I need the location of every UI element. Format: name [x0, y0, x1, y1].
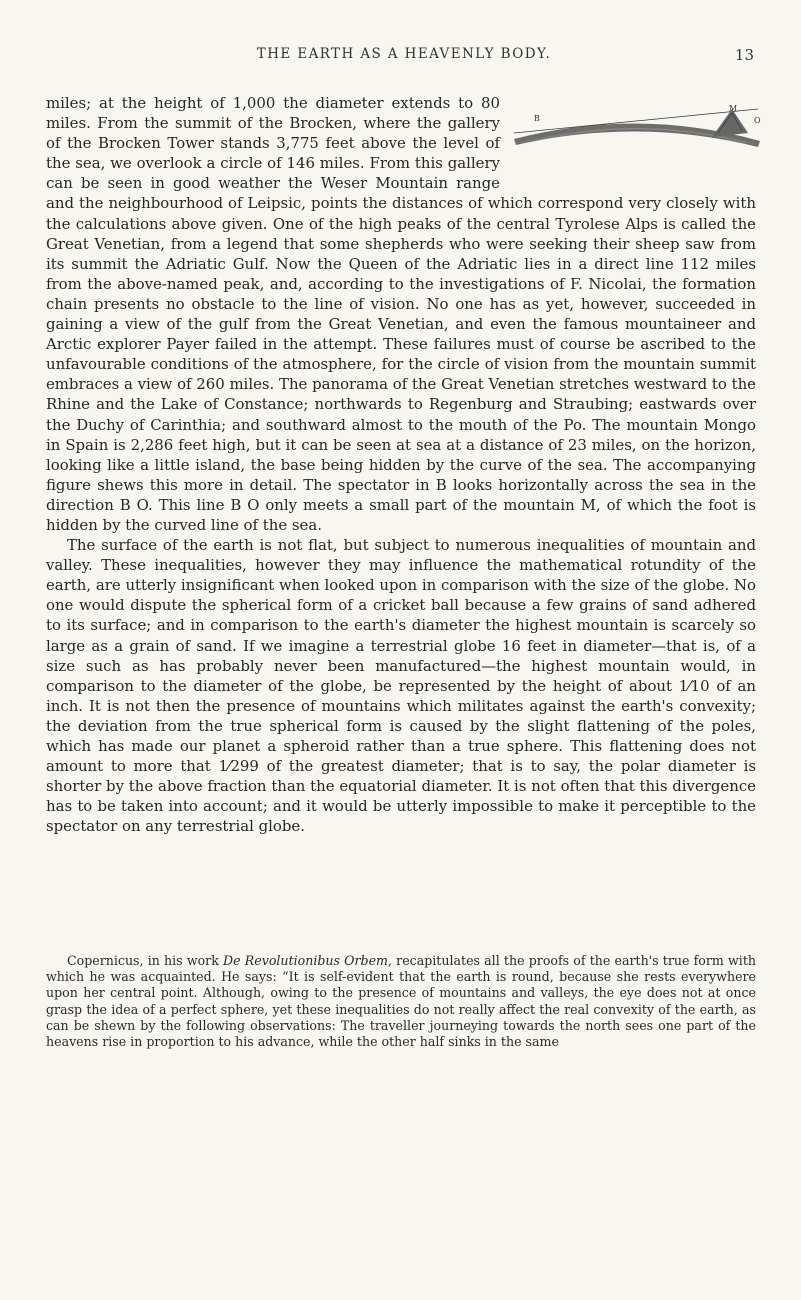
page-number: 13	[734, 46, 754, 64]
paragraph-1	[46, 93, 761, 535]
footnote-part-2: , recapitulates all the proofs of the earth's true form with which he was acquainted. He says: “It is self-evident that the earth is round, because she rests everywhere upon her central point. Although, owing to the presence of mountains and valleys, the eye does not at once grasp the idea of a perfect sphere, yet these inequalities do not really affect the real convexity of the earth, as can be shewn by the following observations: The traveller journeying towards the north sees one part of the heavens rise in proportion to his advance, while the other half sinks in the same	[46, 953, 756, 1050]
mountain-horizon-figure	[510, 97, 764, 183]
paragraph-2: The surface of the earth is not flat, but subject to numerous inequalities of mountain and valley. These inequalities, however they may influence the mathematical rotundity of the earth, are utterly insignificant when looked upon in comparison with the size of the globe. No one would dispute the spherical form of a cricket ball because a few grains of sand adhered to its surface; and in comparison to the earth's diameter the highest mountain is scarcely so large as a grain of sand. If we imagine a terrestrial globe 16 feet in diameter—that is, of a size such as has probably never been manufactured—the highest mountain would, in comparison to the diameter of the globe, be represented by the height of about 1⁄10 of an inch. It is not then the presence of mountains which militates against the earth's convexity; the deviation from the true spherical form is caused by the slight flattening of the poles, which has made our planet a spheroid rather than a true sphere. This flattening does not amount to more that 1⁄299 of the greatest diameter; that is to say, the polar diameter is shorter by the above fraction than the equatorial diameter. It is not often that this divergence has to be taken into account; and it would be utterly impossible to make it perceptible to the spectator on any terrestrial globe.	[46, 536, 756, 836]
footnote	[46, 953, 756, 1050]
figure-label-o: O	[754, 116, 761, 125]
figure-label-m: M	[729, 104, 738, 113]
figure-label-b: B	[534, 114, 540, 123]
footnote-part-1: Copernicus, in his work	[67, 953, 224, 968]
paragraph-1-text: miles; at the height of 1,000 the diameter extends to 80 miles. From the summit of the Brocken, where the gallery of the Brocken Tower stands 3,775 feet above the level of the sea, we overlook a circle of 146 miles. From this gallery can be seen in good weather the Weser Mountain range and the neighbourhood of Leipsic, points the distances of which correspond very closely with the calculations above given. One of the high peaks of the central Tyrolese Alps is called the Great Venetian, from a legend that some shepherds who were seeking their sheep saw from its summit the Adriatic Gulf. Now the Queen of the Adriatic lies in a direct line 112 miles from the above-named peak, and, according to the investigations of F. Nicolai, the formation chain presents no obstacle to the line of vision. No one has as yet, however, succeeded in gaining a view of the gulf from the Great Venetian, and even the famous mountaineer and Arctic explorer Payer failed in the attempt. These failures must of course be ascribed to the unfavourable conditions of the atmosphere, for the circle of vision from the mountain summit embraces a view of 260 miles. The panorama of the Great Venetian stretches westward to the Rhine and the Lake of Constance; northwards to Regenburg and Straubing; eastwards over the Duchy of Carinthia; and southward almost to the mouth of the Po. The mountain Mongo in Spain is 2,286 feet high, but it can be seen at sea at a distance of 23 miles, on the horizon, looking like a little island, the base being hidden by the curve of the sea. The accompanying figure shews this more in detail. The spectator in B looks horizontally across the sea in the direction B O. This line B O only meets a small part of the mountain M, of which the foot is hidden by the curved line of the sea.	[46, 94, 756, 534]
footnote-work-title: De Revolutionibus Orbem	[223, 953, 388, 968]
running-title: THE EARTH AS A HEAVENLY BODY.	[256, 46, 552, 62]
curvature-diagram	[510, 97, 764, 183]
page-header	[44, 46, 754, 70]
main-text	[46, 93, 761, 836]
